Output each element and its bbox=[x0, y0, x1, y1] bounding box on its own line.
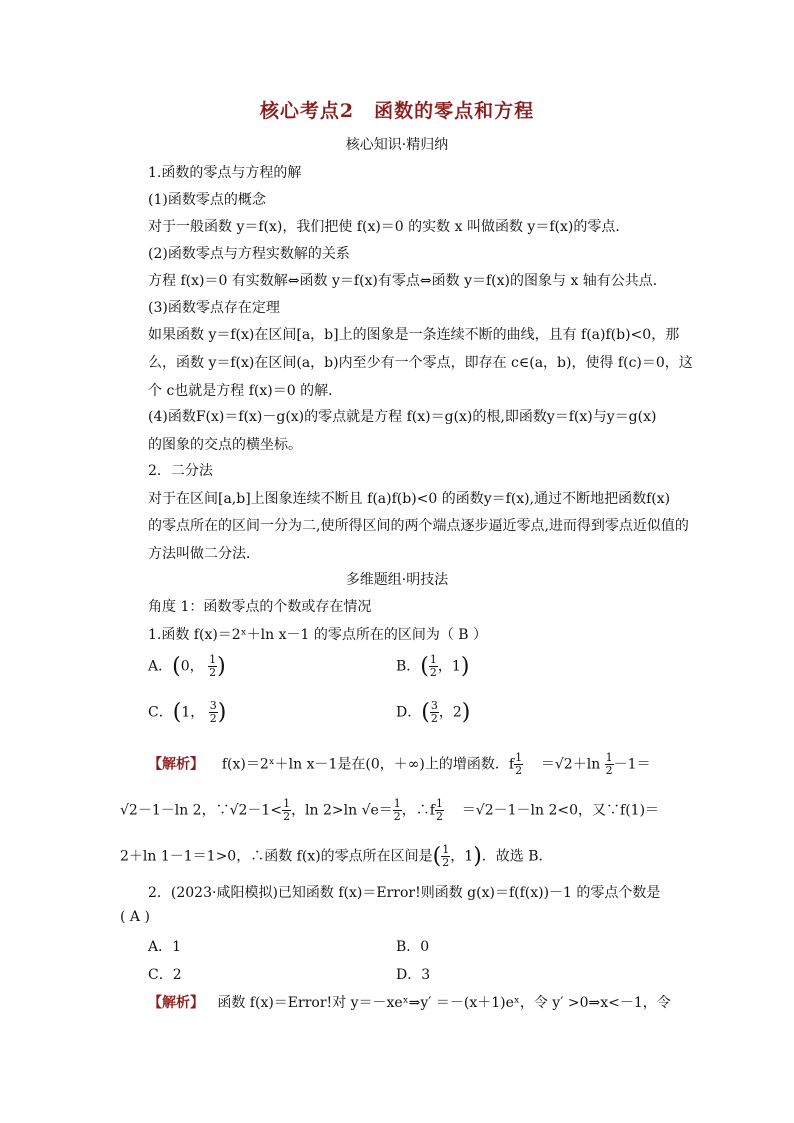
fraction: $\frac{1}{2}$ bbox=[393, 797, 401, 823]
option-d: D．3 bbox=[396, 967, 431, 983]
solution-line: 2＋ln 1－1＝1>0，∴函数 f(x)的零点所在区间是( $\frac{1}{2}$ ，1)．故选 B． bbox=[120, 843, 553, 869]
question-2: 2．(2023·咸阳模拟)已知函数 f(x)＝Error!则函数 g(x)＝f(f(x))－1 的零点个数是 bbox=[148, 885, 661, 901]
fraction: $\frac{3}{2}$ bbox=[430, 699, 438, 725]
text-line: 方程 f(x)＝0 有实数解⇔函数 y＝f(x)有零点⇔函数 y＝f(x)的图象与 x 轴有公共点． bbox=[148, 273, 667, 289]
option-a: A．(0， $\frac{1}{2}$ ) bbox=[148, 653, 226, 679]
text-line: 2．二分法 bbox=[148, 463, 213, 479]
question-2-answer: ( A ) bbox=[120, 909, 150, 925]
option-d: D．( $\frac{3}{2}$ ，2) bbox=[396, 699, 471, 725]
solution-line: √2－1－ln 2，∵√2－1< $\frac{1}{2}$ ，ln 2>ln √e＝ $\frac{1}{2}$ ，∴f $\frac{1}{2}$ ＝√2－1－ln 2<0，又∵f(1)＝ bbox=[120, 797, 660, 823]
fraction: $\frac{1}{2}$ bbox=[515, 751, 523, 777]
solution-line: 【解析】 函数 f(x)＝Error!对 y＝－xeˣ⇒y′ ＝－(x＋1)eˣ，令 y′ >0⇒x<－1，令 bbox=[148, 995, 671, 1011]
text-line: 的零点所在的区间一分为二,使所得区间的两个端点逐步逼近零点,进而得到零点近似值的 bbox=[148, 518, 689, 534]
fraction: $\frac{3}{2}$ bbox=[209, 699, 217, 725]
option-a: A．1 bbox=[148, 939, 182, 955]
text-line: 的图象的交点的横坐标。 bbox=[148, 437, 302, 453]
fraction: $\frac{1}{2}$ bbox=[283, 797, 291, 823]
fraction: $\frac{1}{2}$ bbox=[605, 751, 613, 777]
text-line: (2)函数零点与方程实数解的关系 bbox=[148, 246, 350, 262]
text-line: 个 c也就是方程 f(x)＝0 的解． bbox=[148, 383, 343, 399]
solution-label: 【解析】 bbox=[148, 995, 204, 1011]
text-line: 1.函数的零点与方程的解 bbox=[148, 165, 302, 181]
text-line: 对于一般函数 y＝f(x)，我们把使 f(x)＝0 的实数 x 叫做函数 y＝f(x)的零点． bbox=[148, 219, 630, 235]
question-1: 1.函数 f(x)＝2ˣ＋ln x－1 的零点所在的区间为（ B ） bbox=[148, 627, 488, 643]
fraction: $\frac{1}{2}$ bbox=[429, 653, 437, 679]
section-heading-practice: 多维题组·明技法 bbox=[345, 572, 449, 588]
page-title: 核心考点2 函数的零点和方程 bbox=[259, 100, 535, 122]
text-line: 对于在区间[a,b]上图象连续不断且 f(a)f(b)<0 的函数y＝f(x),通过不断地把函数f(x) bbox=[148, 491, 671, 507]
option-b: B．0 bbox=[396, 939, 430, 955]
text-line: 方法叫做二分法． bbox=[148, 546, 260, 562]
text-line: (1)函数零点的概念 bbox=[148, 192, 266, 208]
text-line: 如果函数 y＝f(x)在区间[a，b]上的图象是一条连续不断的曲线，且有 f(a)f(b)<0，那 bbox=[148, 327, 680, 343]
text-line: 么，函数 y＝f(x)在区间(a，b)内至少有一个零点，即存在 c∈(a，b)，使得 f(c)＝0，这 bbox=[148, 355, 693, 371]
option-c: C．(1， $\frac{3}{2}$ ) bbox=[148, 699, 227, 725]
text-line: (4)函数F(x)＝f(x)－g(x)的零点就是方程 f(x)＝g(x)的根,即函数y＝f(x)与y＝g(x) bbox=[148, 409, 657, 425]
fraction: $\frac{1}{2}$ bbox=[209, 653, 217, 679]
fraction: $\frac{1}{2}$ bbox=[442, 843, 450, 869]
section-heading-knowledge: 核心知识·精归纳 bbox=[345, 137, 449, 153]
text-line: (3)函数零点存在定理 bbox=[148, 300, 280, 316]
solution-label: 【解析】 bbox=[148, 756, 204, 773]
solution-line: 【解析】 f(x)＝2ˣ＋ln x－1是在(0，＋∞)上的增函数．f $\frac{1}{2}$ ＝√2＋ln $\frac{1}{2}$ －1＝ bbox=[148, 751, 651, 777]
fraction: $\frac{1}{2}$ bbox=[435, 797, 443, 823]
option-c: C．2 bbox=[148, 967, 182, 983]
text-line: 角度 1：函数零点的个数或存在情况 bbox=[148, 599, 372, 615]
option-b: B．( $\frac{1}{2}$ ，1) bbox=[396, 653, 470, 679]
